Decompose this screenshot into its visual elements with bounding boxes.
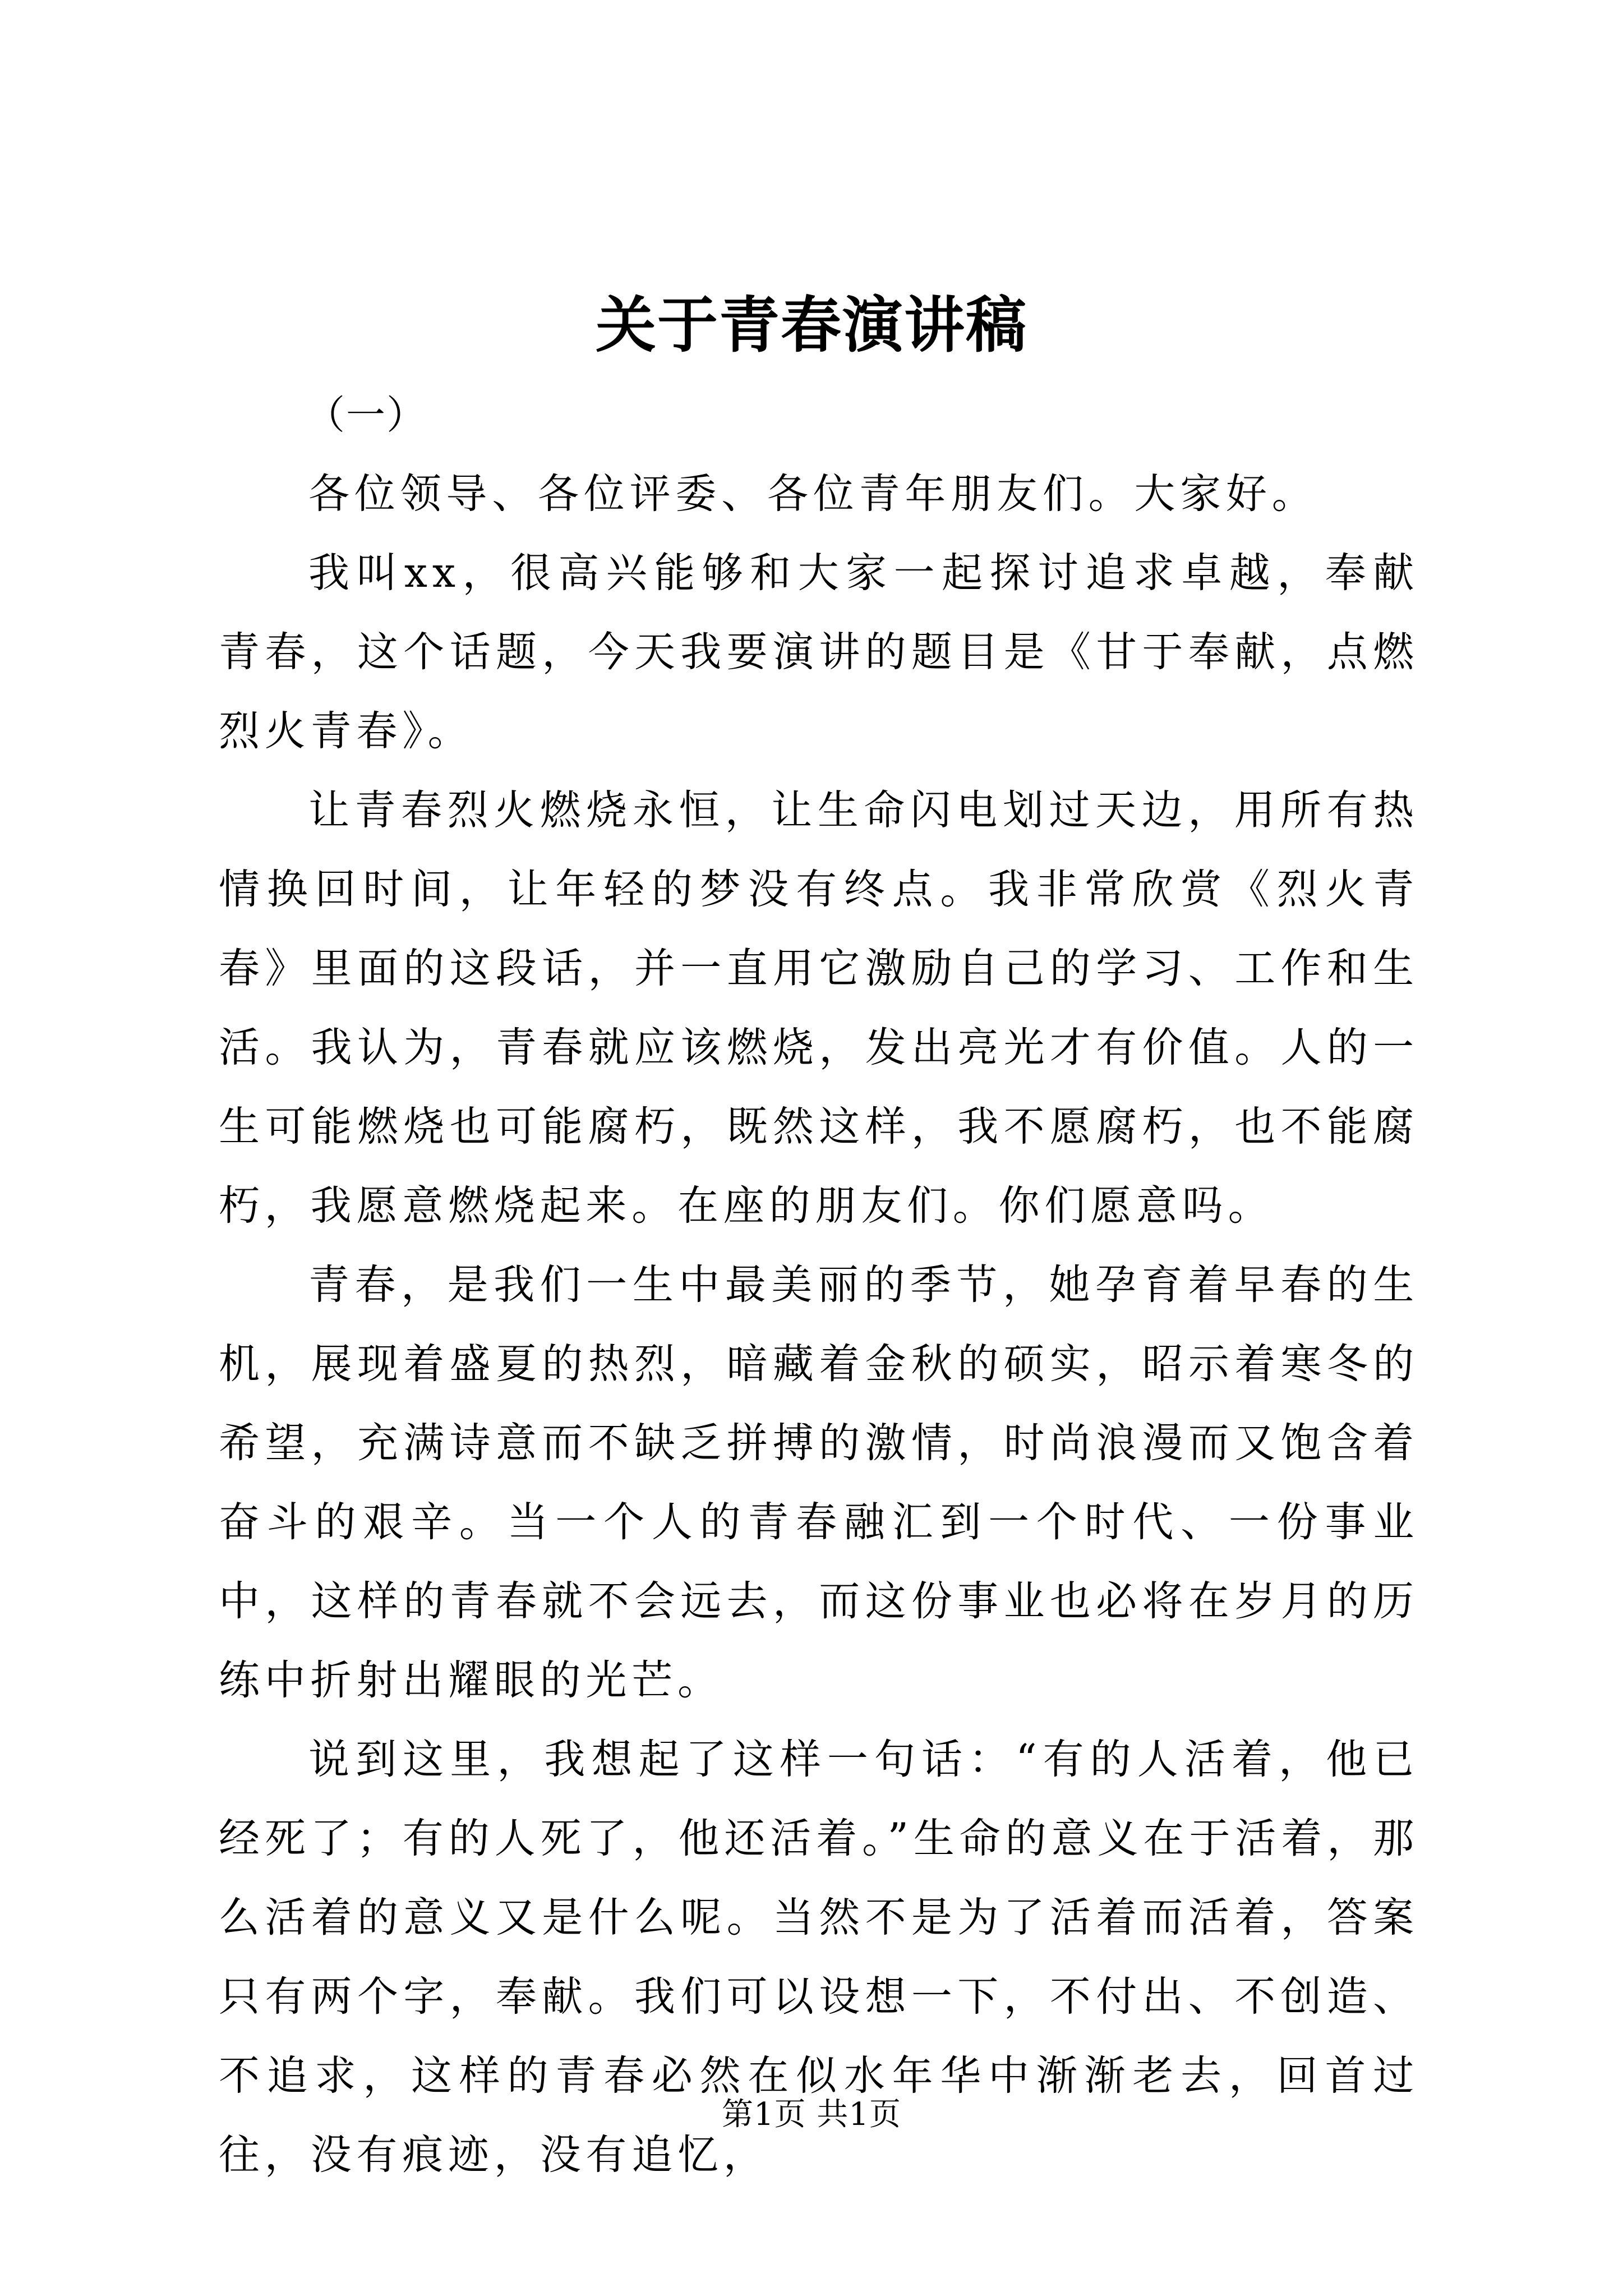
- paragraph: 让青春烈火燃烧永恒，让生命闪电划过天边，用所有热情换回时间，让年轻的梦没有终点。我非常欣赏《烈火青春》里面的这段话，并一直用它激励自己的学习、工作和生活。我认为，青春就应该燃烧，发出亮光才有价值。人的一生可能燃烧也可能腐朽，既然这样，我不愿腐朽，也不能腐朽，我愿意燃烧起来。在座的朋友们。你们愿意吗。: [219, 786, 1419, 1230]
- page-footer: 第1页 共1页: [721, 2096, 902, 2133]
- paragraph: 我叫xx，很高兴能够和大家一起探讨追求卓越，奉献青春，这个话题，今天我要演讲的题目是《甘于奉献，点燃烈火青春》。: [219, 549, 1419, 755]
- paragraph: 青春，是我们一生中最美丽的季节，她孕育着早春的生机，展现着盛夏的热烈，暗藏着金秋的硕实，昭示着寒冬的希望，充满诗意而不缺乏拼搏的激情，时尚浪漫而又饱含着奋斗的艰辛。当一个人的青春融汇到一个时代、一份事业中，这样的青春就不会远去，而这份事业也必将在岁月的历练中折射出耀眼的光芒。: [219, 1261, 1419, 1704]
- paragraph: 各位领导、各位评委、各位青年朋友们。大家好。: [308, 470, 1318, 518]
- document-title: 关于青春演讲稿: [595, 290, 1027, 361]
- document-body: [219, 454, 1419, 2194]
- section-label: （一）: [306, 392, 427, 438]
- paragraph: 说到这里，我想起了这样一句话：“有的人活着，他已经死了；有的人死了，他还活着。”生命的意义在于活着，那么活着的意义又是什么呢。当然不是为了活着而活着，答案只有两个字，奉献。我们可以设想一下，不付出、不创造、不追求，这样的青春必然在似水年华中渐渐老去，回首过往，没有痕迹，没有追忆，: [219, 1736, 1419, 2179]
